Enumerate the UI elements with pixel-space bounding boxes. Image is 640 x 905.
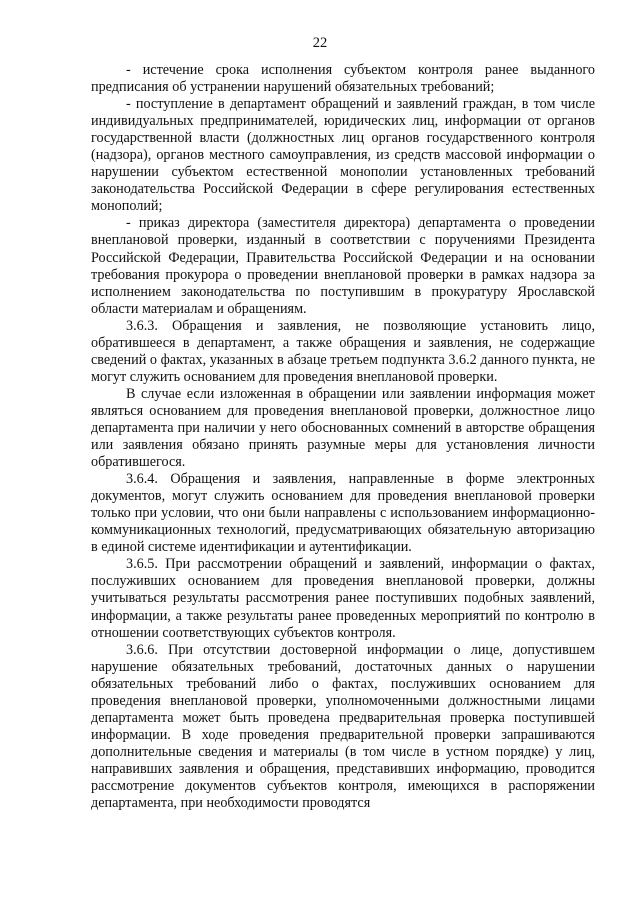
page-number: 22 [312, 35, 328, 51]
paragraph-3-6-6: 3.6.6. При отсутствии достоверной информации о лице, допустившем нарушение обязательных требований, достаточных данных о нарушении обязательных требований либо о фактах, послуживших основанием для проведения внеплановой проверки, уполномоченными должностными лицами департамента может быть проведена предварительная проверка поступившей информации. В ходе проведения предварительной проверки запрашиваются дополнительные сведения и материалы (в том числе в устном порядке) у лиц, направивших заявления и обращения, представивших информацию, проводится рассмотрение документов субъектов контроля, имеющихся в распоряжении департамента, при необходимости проводятся [91, 641, 595, 812]
document-body [91, 62, 595, 812]
paragraph-3-6-4: 3.6.4. Обращения и заявления, направленные в форме электронных документов, могут служить основанием для проведения внеплановой проверки только при условии, что они были направлены с использованием информационно-коммуникационных технологий, предусматривающих обязательную авторизацию в единой системе идентификации и аутентификации. [91, 471, 595, 556]
paragraph-authorship-doubts: В случае если изложенная в обращении или заявлении информация может являться основанием для проведения внеплановой проверки, должностное лицо департамента при наличии у него обоснованных сомнений в авторстве обращения или заявления обязано принять разумные меры для установления личности обратившегося. [91, 385, 595, 471]
paragraph-complaints-received: - поступление в департамент обращений и заявлений граждан, в том числе индивидуальных предпринимателей, юридических лиц, информации от органов государственной власти (должностных лиц органов государственного контроля (надзора), органов местного самоуправления, из средств массовой информации о нарушении субъектом естественной монополии установленных требований законодательства Российской Федерации в сфере регулирования естественных монополий; [91, 96, 595, 215]
paragraph-director-order: - приказ директора (заместителя директора) департамента о проведении внеплановой проверки, изданный в соответствии с поручениями Президента Российской Федерации, Правительства Российской Федерации и на основании требования прокурора о проведении внеплановой проверки в рамках надзора за исполнением законодательства по поступившим в прокуратуру Ярославской области материалам и обращениям. [91, 215, 595, 317]
paragraph-deadline-expiry: - истечение срока исполнения субъектом контроля ранее выданного предписания об устранении нарушений обязательных требований; [91, 62, 595, 96]
paragraph-3-6-5: 3.6.5. При рассмотрении обращений и заявлений, информации о фактах, послуживших основанием для проведения внеплановой проверки, должны учитываться результаты рассмотрения ранее поступивших подобных заявлений, информации, а также результаты ранее проведенных мероприятий по контролю в отношении соответствующих субъектов контроля. [91, 556, 595, 641]
paragraph-3-6-3: 3.6.3. Обращения и заявления, не позволяющие установить лицо, обратившееся в департамент, а также обращения и заявления, не содержащие сведений о фактах, указанных в абзаце третьем подпункта 3.6.2 данного пункта, не могут служить основанием для проведения внеплановой проверки. [91, 317, 595, 385]
